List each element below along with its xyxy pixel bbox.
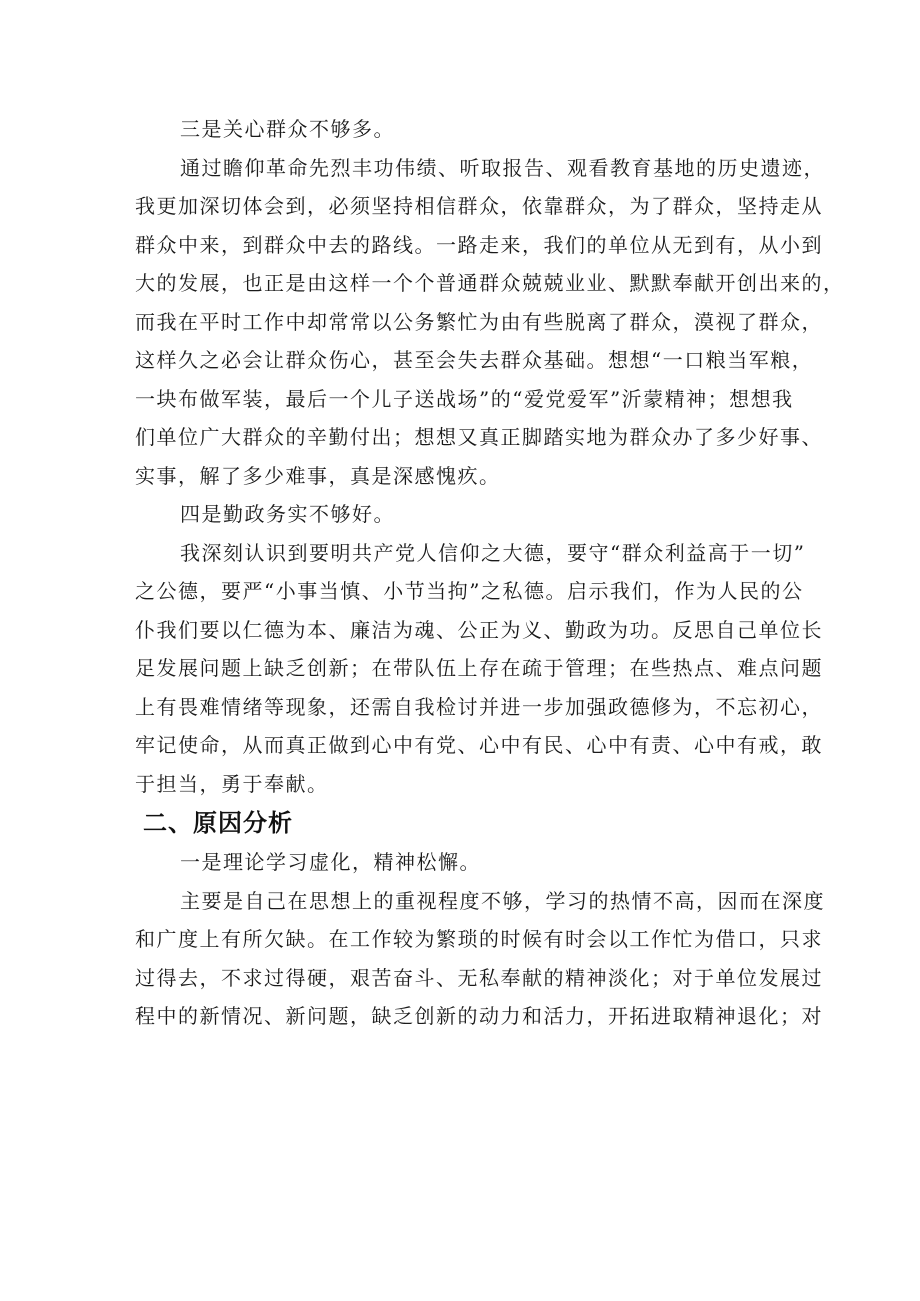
text-line: 这样久之必会让群众伤心，甚至会失去群众基础。想想“一口粮当军粮，: [135, 348, 814, 372]
text-line: 一是理论学习虚化，精神松懈。: [180, 850, 481, 874]
text-line: 仆我们要以仁德为本、廉洁为魂、公正为义、勤政为功。反思自己单位长: [135, 617, 823, 642]
text-line: 一块布做军装，最后一个儿子送战场”的“爱党爱军”沂蒙精神；想想我: [135, 386, 794, 411]
text-line: 实事，解了多少难事，真是深感愧疚。: [135, 463, 501, 488]
text-line: 牢记使命，从而真正做到心中有党、心中有民、心中有责、心中有戒，敢: [135, 733, 823, 757]
section-heading: 二、原因分析: [143, 809, 293, 837]
text-line: 主要是自己在思想上的重视程度不够，学习的热情不高，因而在深度: [180, 888, 825, 913]
text-line: 之公德，要严“小事当慎、小节当拘”之私德。启示我们，作为人民的公: [135, 579, 804, 603]
text-line: 我深刻认识到要明共产党人信仰之大德，要守“群众利益高于一切”: [180, 540, 806, 565]
text-line: 程中的新情况、新问题，缺乏创新的动力和活力，开拓进取精神退化；对: [135, 1004, 823, 1028]
text-line: 通过瞻仰革命先烈丰功伟绩、听取报告、观看教育基地的历史遗迹，: [180, 155, 825, 180]
text-line: 上有畏难情绪等现象，还需自我检讨并进一步加强政德修为，不忘初心，: [135, 694, 823, 719]
text-line: 足发展问题上缺乏创新；在带队伍上存在疏于管理；在些热点、难点问题: [135, 656, 823, 680]
text-line: 大的发展，也正是由这样一个个普通群众兢兢业业、默默奉献开创出来的，: [135, 271, 845, 295]
text-line: 三是关心群众不够多。: [180, 117, 395, 141]
text-line: 我更加深切体会到，必须坚持相信群众，依靠群众，为了群众，坚持走从: [135, 194, 823, 218]
text-line: 和广度上有所欠缺。在工作较为繁琐的时候有时会以工作忙为借口，只求: [135, 927, 823, 951]
text-line: 于担当，勇于奉献。: [135, 771, 329, 796]
text-line: 而我在平时工作中却常常以公务繁忙为由有些脱离了群众，漠视了群众，: [135, 309, 823, 334]
text-line: 四是勤政务实不够好。: [180, 502, 395, 526]
text-line: 群众中来，到群众中去的路线。一路走来，我们的单位从无到有，从小到: [135, 232, 823, 257]
text-line: 过得去，不求过得硬，艰苦奋斗、无私奉献的精神淡化；对于单位发展过: [135, 965, 823, 990]
text-line: 们单位广大群众的辛勤付出；想想又真正脚踏实地为群众办了多少好事、: [135, 425, 823, 449]
document-body: [135, 110, 845, 1036]
